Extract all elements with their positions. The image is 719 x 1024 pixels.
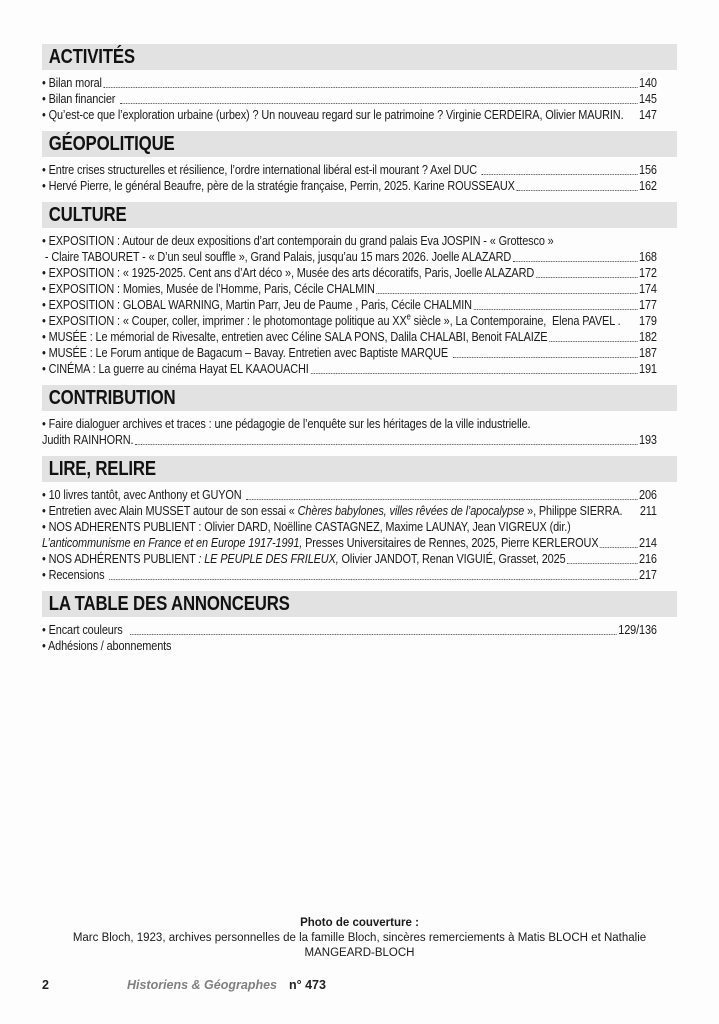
toc-entry-text: • Encart couleurs <box>42 622 129 637</box>
toc-entry-line <box>42 329 657 345</box>
footer-issue-number: n° 473 <box>289 978 326 992</box>
toc-entry-line <box>42 622 657 638</box>
toc-entry-text: - Claire TABOURET - « D’un seul souffle », Grand Palais, jusqu’au 15 mars 2026. Joelle ALAZARD <box>42 249 512 264</box>
toc-entry-text: • CINÉMA : La guerre au cinéma Hayat EL KAAOUACHI <box>42 361 309 376</box>
dot-leader <box>453 357 638 358</box>
toc-entry-text: Judith RAINHORN. <box>42 432 134 447</box>
toc-entry-text: • Bilan financier <box>42 91 119 106</box>
footer-journal-title: Historiens & Géographes <box>126 978 277 992</box>
toc-entry-line <box>42 519 657 535</box>
toc-entry-line <box>42 535 657 551</box>
toc-entry-page-number: 177 <box>639 297 657 312</box>
toc-entry-text: • NOS ADHERENTS PUBLIENT : Olivier DARD, Noëlline CASTAGNEZ, Maxime LAUNAY, Jean VIGREUX (dir.) <box>42 519 571 534</box>
toc-entry-page-number: 193 <box>639 432 657 447</box>
toc-entry-page-number: 129/136 <box>618 622 657 637</box>
toc-entry-line <box>42 313 657 329</box>
toc-entry-page-number: 172 <box>639 265 657 280</box>
dot-leader <box>109 579 637 580</box>
table-of-contents <box>42 44 680 654</box>
toc-entry-line <box>42 162 657 178</box>
toc-entry-page-number: 182 <box>639 329 657 344</box>
toc-entry-text: • Adhésions / abonnements <box>42 638 172 653</box>
toc-entry-page-number: 211 <box>639 503 657 518</box>
dot-leader <box>310 373 637 374</box>
section-title: CULTURE <box>48 203 127 226</box>
toc-entry-line <box>42 503 657 519</box>
toc-entry-line <box>42 638 657 654</box>
section-title: ACTIVITÉS <box>48 45 135 68</box>
section-title: CONTRIBUTION <box>48 386 176 409</box>
dot-leader <box>482 174 638 175</box>
dot-leader <box>246 499 637 500</box>
toc-entry-text: • NOS ADHÉRENTS PUBLIENT : LE PEUPLE DES FRILEUX, Olivier JANDOT, Renan VIGUIÉ, Grasset, 2025 <box>42 551 566 566</box>
toc-entry-page-number: 140 <box>639 75 657 90</box>
toc-entry-line <box>42 233 657 249</box>
toc-entry-line <box>42 416 657 432</box>
toc-entry-line <box>42 567 657 583</box>
toc-entry-line <box>42 345 657 361</box>
cover-photo-credit-line1: Marc Bloch, 1923, archives personnelles de la famille Bloch, sincères remerciements à Matis BLOCH et Nathalie <box>72 932 647 944</box>
toc-entry-text: • MUSÉE : Le mémorial de Rivesalte, entretien avec Céline SALA PONS, Dalila CHALABI, Benoit FALAIZE <box>42 329 548 344</box>
section-header <box>42 456 677 482</box>
dot-leader <box>549 341 637 342</box>
toc-entry-line <box>42 107 657 123</box>
dot-leader <box>104 87 638 88</box>
section-header <box>42 202 677 228</box>
toc-entry-text: • Qu’est-ce que l’exploration urbaine (urbex) ? Un nouveau regard sur le patrimoine ? Virginie CERDEIRA, Olivier MAURIN. <box>42 107 624 122</box>
dot-leader <box>567 563 637 564</box>
toc-entry-page-number: 187 <box>639 345 657 360</box>
toc-entry-line <box>42 91 657 107</box>
dot-leader <box>135 444 637 445</box>
toc-entry-line <box>42 297 657 313</box>
toc-entry-text: • Entre crises structurelles et résilience, l’ordre international libéral est-il mourant ? Axel DUC <box>42 162 480 177</box>
toc-entry-page-number: 147 <box>639 107 657 122</box>
section-title: LIRE, RELIRE <box>48 457 156 480</box>
toc-entry-line <box>42 178 657 194</box>
toc-entry-page-number: 145 <box>639 91 657 106</box>
toc-entry-page-number: 162 <box>639 178 657 193</box>
toc-entry-page-number: 214 <box>639 535 657 550</box>
toc-entry-line <box>42 249 657 265</box>
toc-entry-text: • Recensions <box>42 567 108 582</box>
toc-entry-text: L’anticommunisme en France et en Europe 1917-1991, Presses Universitaires de Rennes, 2025, Pierre KERLEROUX <box>42 535 599 550</box>
toc-entry-page-number: 217 <box>639 567 657 582</box>
section-header <box>42 385 677 411</box>
toc-entry-text: • Faire dialoguer archives et traces : une pédagogie de l’enquête sur les héritages de la ville industrielle. <box>42 416 531 431</box>
footer-page-number: 2 <box>42 978 49 992</box>
toc-entry-page-number: 216 <box>639 551 657 566</box>
toc-entry-text: • EXPOSITION : Momies, Musée de l’Homme, Paris, Cécile CHALMIN <box>42 281 375 296</box>
dot-leader <box>600 547 637 548</box>
toc-entry-text: • MUSÉE : Le Forum antique de Bagacum – Bavay. Entretien avec Baptiste MARQUE <box>42 345 451 360</box>
toc-entry-page-number: 174 <box>639 281 657 296</box>
toc-entry-text: • Entretien avec Alain MUSSET autour de son essai « Chères babylones, villes rêvées de l’apocalypse », Philippe SIERRA. <box>42 503 626 518</box>
toc-entry-line <box>42 265 657 281</box>
dot-leader <box>536 277 638 278</box>
dot-leader <box>130 634 617 635</box>
toc-entry-text: • Hervé Pierre, le général Beaufre, père de la stratégie française, Perrin, 2025. Karine ROUSSEAUX <box>42 178 515 193</box>
dot-leader <box>120 103 637 104</box>
section-title: LA TABLE DES ANNONCEURS <box>48 592 290 615</box>
toc-entry-line <box>42 361 657 377</box>
toc-entry-page-number: 191 <box>639 361 657 376</box>
toc-entry-text: • Bilan moral <box>42 75 102 90</box>
toc-entry-text: • EXPOSITION : « Couper, coller, imprimer : le photomontage politique au XXe siècle », La Contemporaine, Elena PAVEL . <box>42 313 621 328</box>
toc-entry-line <box>42 487 657 503</box>
toc-entry-page-number: 168 <box>639 249 657 264</box>
page-footer <box>42 978 326 992</box>
cover-photo-credit-title: Photo de couverture : <box>300 917 419 929</box>
toc-entry-page-number: 156 <box>639 162 657 177</box>
section-header <box>42 591 677 617</box>
toc-entry-text: • 10 livres tantôt, avec Anthony et GUYON <box>42 487 245 502</box>
toc-entry-text: • EXPOSITION : GLOBAL WARNING, Martin Parr, Jeu de Paume , Paris, Cécile CHALMIN <box>42 297 472 312</box>
toc-entry-line <box>42 551 657 567</box>
cover-photo-credit-line2: MANGEARD-BLOCH <box>304 947 415 959</box>
cover-photo-credit <box>0 916 719 961</box>
toc-entry-page-number: 179 <box>639 313 657 328</box>
section-header <box>42 44 677 70</box>
toc-entry-page-number: 206 <box>639 487 657 502</box>
dot-leader <box>513 261 638 262</box>
dot-leader <box>376 293 637 294</box>
dot-leader <box>474 309 638 310</box>
toc-entry-line <box>42 281 657 297</box>
section-title: GÉOPOLITIQUE <box>48 132 175 155</box>
toc-entry-text: • EXPOSITION : Autour de deux expositions d’art contemporain du grand palais Eva JOSPIN - « Grottesco » <box>42 233 554 248</box>
toc-entry-text: • EXPOSITION : « 1925-2025. Cent ans d’Art déco », Musée des arts décoratifs, Paris, Joelle ALAZARD <box>42 265 535 280</box>
toc-entry-line <box>42 75 657 91</box>
dot-leader <box>516 190 637 191</box>
toc-entry-line <box>42 432 657 448</box>
section-header <box>42 131 677 157</box>
